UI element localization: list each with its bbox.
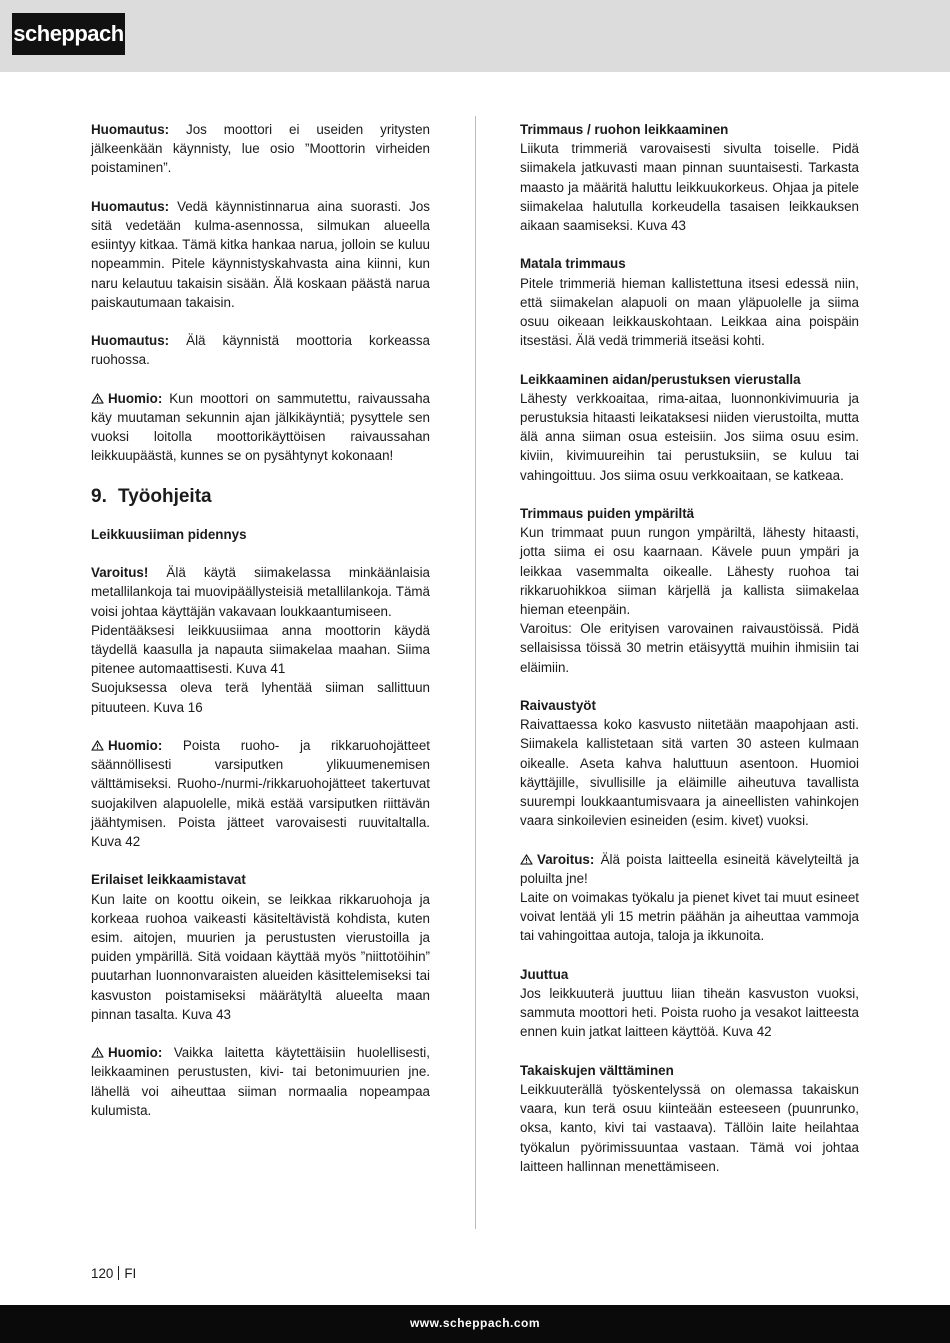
subheading-jammed: Juuttua <box>520 966 569 982</box>
warning-text: Älä poista laitteella esineitä kävelyteiltä ja poluilta jne! <box>520 851 859 886</box>
caution-paragraph <box>91 1043 430 1120</box>
section-heading <box>91 485 430 509</box>
warning-triangle-icon <box>520 854 533 865</box>
subheading-clearing: Raivaustyöt <box>520 698 596 714</box>
page-number: 120 <box>91 1266 114 1281</box>
caution-label: Huomio: <box>108 1045 163 1061</box>
body-paragraph: Pidentääksesi leikkuusiimaa anna moottorin käydä täydellä kaasulla ja napauta siimakelaa maahan. Siima pitenee automaattisesti. Kuva 41 <box>91 622 430 677</box>
subheading-extension: Leikkuusiiman pidennys <box>91 526 247 542</box>
note-text: Vedä käynnistinnarua aina suorasti. Jos sitä vedetään kulma-asennossa, silmukan alueella esiintyy kitkaa. Tämä kitka hankaa narua, jolloin se kuluu nopeammin. Pitele käynnistyskahvasta aina kiinni, kun naru kelautuu takaisin sisään. Älä koskaan päästä narua paiskautumaan takaisin. <box>91 198 430 310</box>
caution-label: Huomio: <box>108 738 163 753</box>
brand-logo: scheppach <box>12 13 125 55</box>
note-label: Huomautus: <box>91 198 170 214</box>
website-link[interactable]: www.scheppach.com <box>409 1316 541 1330</box>
body-paragraph: Lähesty verkkoaitaa, rima-aitaa, luonnonkivimuuria ja perustuksia hitaasti leikataksesi niiden vierustoilta, mutta älä anna siiman osua esteisiin. Jos siima osuu esim. kiviin, kivimuureihin tai perustuksiin, se kuluu tai vahingoittuu. Jos siima osuu verkkoaitaan, se katkeaa. <box>520 390 859 483</box>
warning-triangle-icon <box>91 740 104 751</box>
body-paragraph: Kun trimmaat puun rungon ympäriltä, lähesty hitaasti, jotta siima ei osu kaarnaan. Kävele puun ympäri ja leikkaa vasemmalta oikealle. Lähesty ruohoa tai rikkaruohikkoa siiman kärjellä ja kallista siimakelaa hieman eteenpäin. <box>520 525 859 618</box>
section-number: 9. <box>91 485 107 507</box>
right-column <box>520 120 859 1195</box>
column-divider <box>475 116 476 1229</box>
body-paragraph: Raivattaessa koko kasvusto niitetään maapohjaan asti. Siimakela kallistetaan sitä varten 30 asteen kulmaan oikealle. Aseta kahva haluttuun asentoon. Huomioi käyttäjille, sivullisille ja eläimille aiheutuva tavallista suurempi loukkaantumisvaara ja aineellisten vahinkojen vaara sinkoilevien esineiden (esim. kivet) vuoksi. <box>520 717 859 829</box>
note-label: Huomautus: <box>91 122 170 137</box>
subheading-trimming: Trimmaus / ruohon leikkaaminen <box>520 122 729 137</box>
caution-text: Kun moottori on sammutettu, raivaussaha käy muutaman sekunnin ajan jälkikäyntiä; pysyttele sen vuoksi loitolla moottorikäyttöisen raivaussahan leikkuupäästä, kunnes se on pysähtynyt kokonaan! <box>91 390 430 464</box>
caution-paragraph <box>91 736 430 851</box>
subheading-fence-cutting: Leikkaaminen aidan/perustuksen vierustalla <box>520 371 801 387</box>
warning-triangle-icon <box>91 393 104 404</box>
subheading-tree-trimming: Trimmaus puiden ympäriltä <box>520 506 695 522</box>
subheading-kickback: Takaiskujen välttäminen <box>520 1062 674 1078</box>
note-paragraph <box>91 197 430 312</box>
warning-label: Varoitus! <box>91 565 149 581</box>
note-paragraph <box>91 120 430 178</box>
warning-label: Varoitus: <box>537 851 595 867</box>
subheading-low-trimming: Matala trimmaus <box>520 256 626 272</box>
caution-text: Poista ruoho- ja rikkaruohojätteet säännöllisesti varsiputken ylikuumenemisen välttämiseksi. Ruoho-/nurmi-/rikkaruohojätteet takertuvat suojakilven alapuolelle, mikä estää varsiputken riittävän jäähtymisen. Poista jätteet varovaisesti ruuvitaltalla. Kuva 42 <box>91 738 430 850</box>
subheading-methods: Erilaiset leikkaamistavat <box>91 872 246 888</box>
note-text: Älä käynnistä moottoria korkeassa ruohossa. <box>91 333 430 368</box>
note-label: Huomautus: <box>91 333 170 349</box>
warning-text: Älä käytä siimakelassa minkäänlaisia metallilankoja tai muovipäällysteisiä metallilankoja. Tämä voisi johtaa käyttäjän vakavaan loukkaantumiseen. <box>91 565 430 619</box>
body-paragraph: Kun laite on koottu oikein, se leikkaa rikkaruohoja ja korkeaa ruohoa vaikeasti käsiteltävistä kohdista, kuten esim. aitojen, muurien ja perustusten vierustoilla ja puiden ympärillä. Sitä voidaan käyttää myös ”niittotöihin” puutarhan luonnonvaraisten alueiden käsittelemiseksi tai kasvuston poistamiseksi määrätyltä alueelta maan pinnan tasalta. Kuva 43 <box>91 891 430 1022</box>
body-paragraph: Leikkuuterällä työskentelyssä on olemassa takaiskun vaara, kun terä osuu kiinteään esteeseen (puunrunko, oksa, kanto, kivi tai vastaava). Tällöin laite heilahtaa työkalun pyörimissuuntaa vastaan. Tämä voi johtaa laitteen hallinnan menettämiseen. <box>520 1082 859 1174</box>
note-paragraph <box>91 331 430 369</box>
body-paragraph: Laite on voimakas työkalu ja pienet kivet tai muut esineet voivat lentää yli 15 metrin päähän ja aiheuttaa vammoja tai vahingoittaa autoja, taloja ja ikkunoita. <box>520 890 859 944</box>
caution-label: Huomio: <box>108 390 163 406</box>
header-bar <box>0 0 950 72</box>
warning-paragraph <box>520 850 859 888</box>
section-title: Työohjeita <box>118 485 212 507</box>
page-footer-label <box>91 1266 136 1282</box>
left-column <box>91 120 430 1139</box>
note-text: Jos moottori ei useiden yritysten jälkeenkään käynnisty, lue osio ”Moottorin virheiden poistaminen”. <box>91 122 430 176</box>
body-paragraph: Suojuksessa oleva terä lyhentää siiman sallittuun pituuteen. Kuva 16 <box>91 680 430 715</box>
body-paragraph: Pitele trimmeriä hieman kallistettuna itsesi edessä niin, että siimakelan alapuoli on maan yläpuolelle ja siima osuu oikeaan leikkauskohtaan. Leikkaa aina poispäin itsestäsi. Älä vedä trimmeriä itseäsi kohti. <box>520 275 859 349</box>
language-code: FI <box>124 1266 137 1281</box>
body-paragraph: Varoitus: Ole erityisen varovainen raivaustöissä. Pidä sellaisissa töissä 30 metrin etäisyyttä muihin ihmisiin tai eläimiin. <box>520 621 859 675</box>
warning-triangle-icon <box>91 1047 104 1058</box>
body-paragraph: Jos leikkuuterä juuttuu liian tiheän kasvuston vuoksi, sammuta moottori heti. Poista ruoho ja vesakot laitteesta ennen kuin jatkat laitteen käyttöä. Kuva 42 <box>520 986 859 1040</box>
body-paragraph: Liikuta trimmeriä varovaisesti sivulta toiselle. Pidä siimakela jatkuvasti maan pinnan suuntaisesti. Tarkasta maasto ja määritä haluttu leikkuukorkeus. Ohjaa ja pitele siimakelaa halutulla korkeudella tasaisen leikkauksen aikaan saamiseksi. Kuva 43 <box>520 141 859 234</box>
caution-text: Vaikka laitetta käytettäisiin huolellisesti, leikkaaminen perustusten, kivi- tai betonimuurien jne. lähellä voi aiheuttaa siiman normaalia nopeampaa kulumista. <box>91 1045 430 1118</box>
footer-separator <box>118 1266 119 1280</box>
warning-paragraph <box>91 563 430 621</box>
caution-paragraph <box>91 389 430 466</box>
